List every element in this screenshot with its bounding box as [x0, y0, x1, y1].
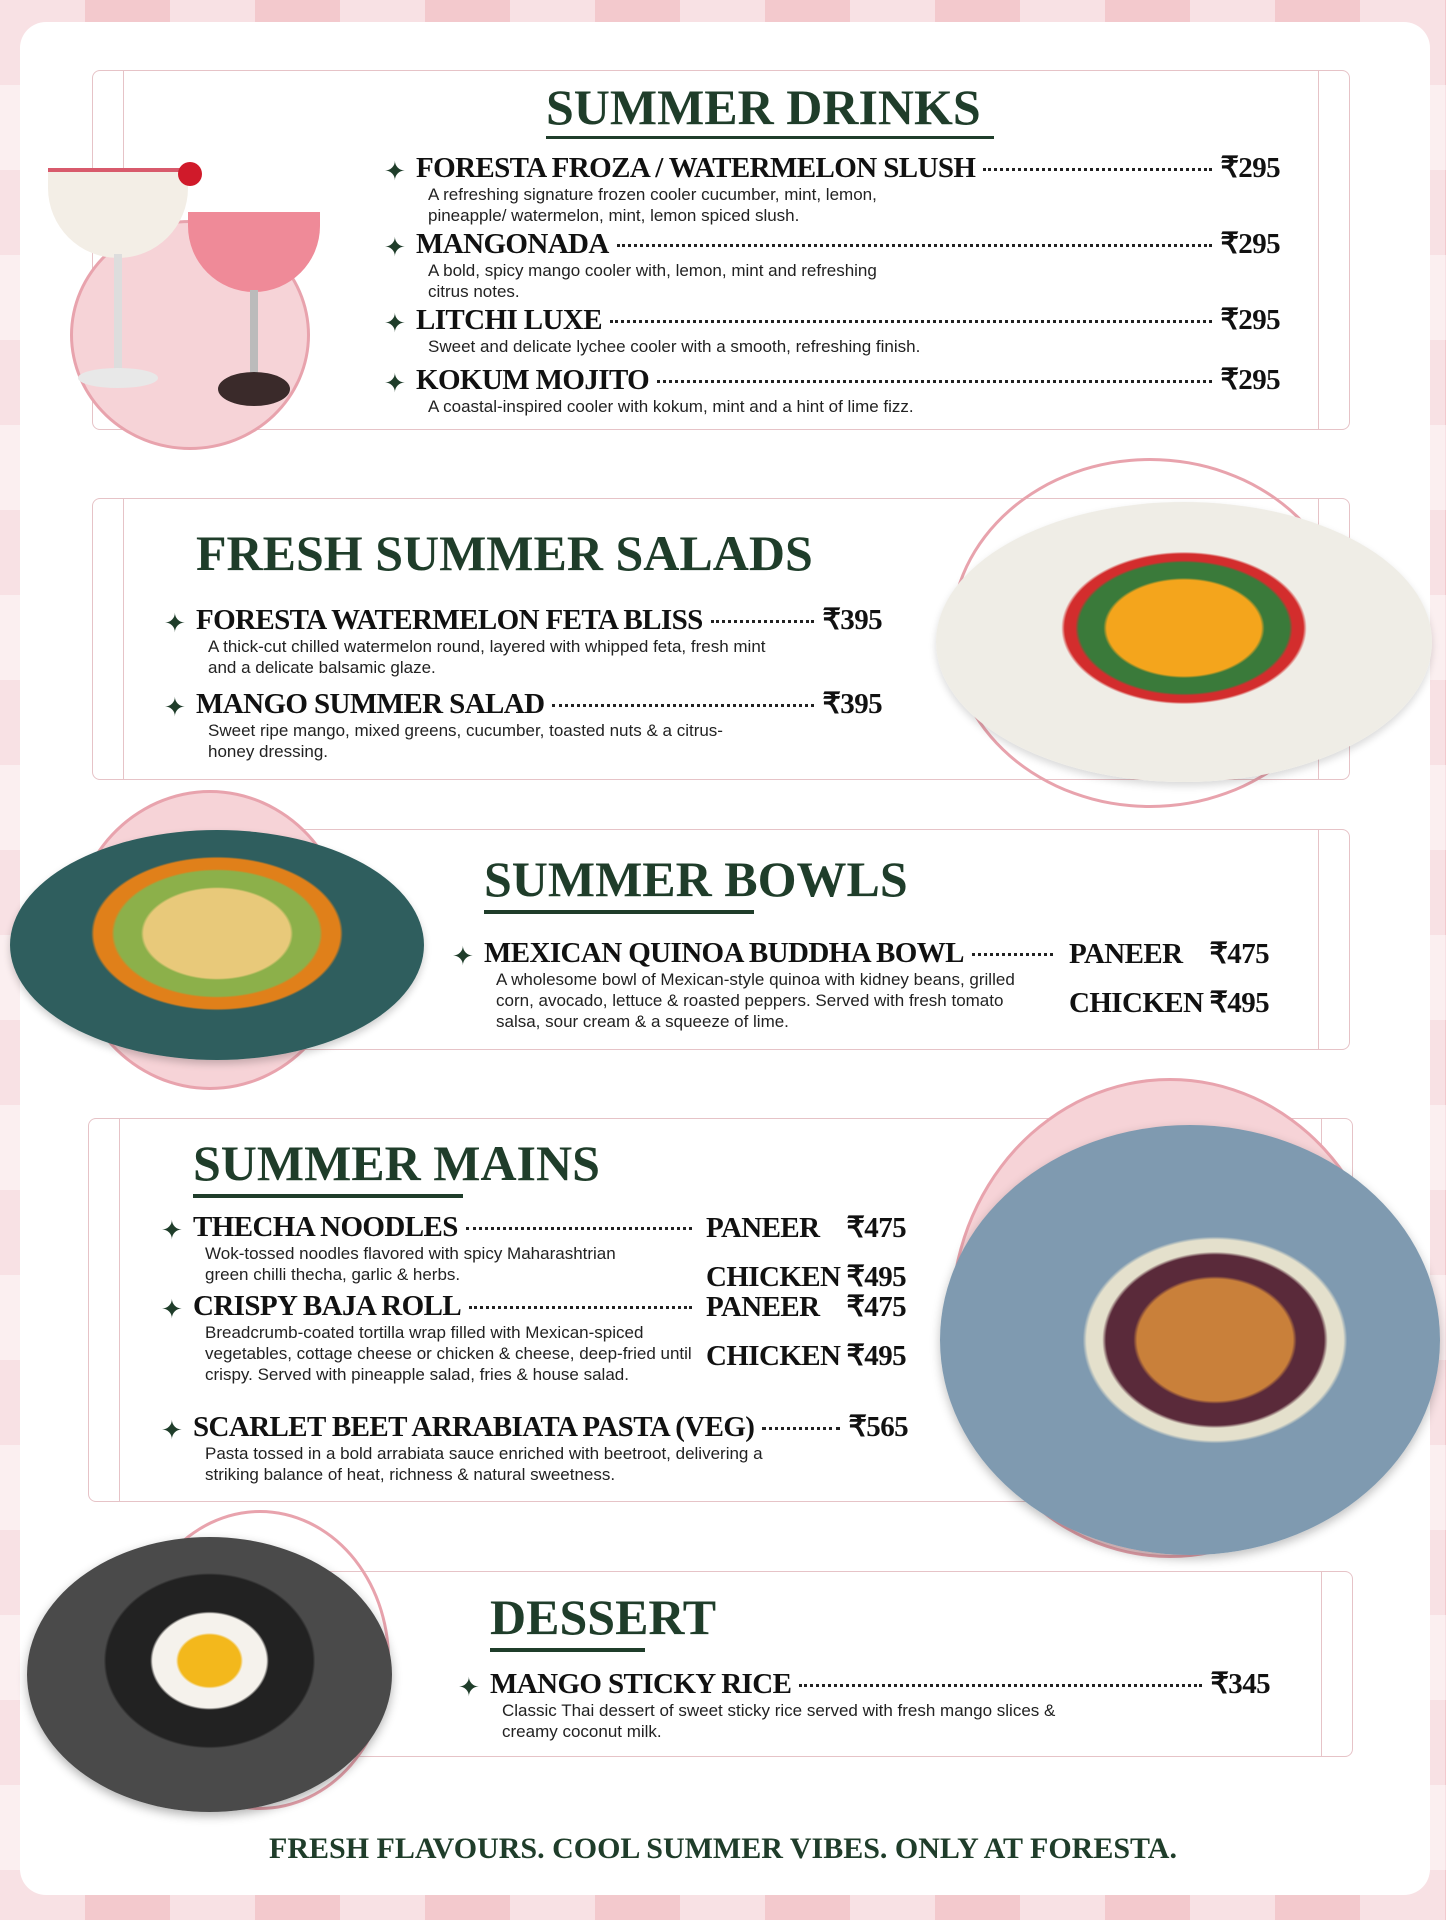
dot-leader	[799, 1684, 1202, 1687]
menu-item	[384, 304, 1280, 357]
menu-item	[164, 688, 882, 762]
item-name: THECHA NOODLES	[193, 1211, 458, 1243]
dot-leader	[466, 1227, 692, 1230]
star-icon: ✦	[164, 692, 186, 722]
item-name: FORESTA WATERMELON FETA BLISS	[196, 604, 703, 636]
bowls-title-underline	[484, 910, 754, 914]
star-icon: ✦	[452, 941, 474, 971]
star-icon: ✦	[164, 608, 186, 638]
variant-label: PANEER	[706, 1291, 820, 1323]
item-name: MANGO STICKY RICE	[490, 1668, 792, 1700]
menu-item	[161, 1411, 908, 1485]
mains-title-underline	[193, 1194, 463, 1198]
dot-leader	[972, 953, 1053, 956]
star-icon: ✦	[161, 1415, 183, 1445]
menu-item	[164, 604, 882, 678]
item-description: Classic Thai dessert of sweet sticky rice served with fresh mango slices & creamy coconut milk.	[502, 1701, 1056, 1741]
item-name: CRISPY BAJA ROLL	[193, 1290, 462, 1322]
variant-label: CHICKEN	[706, 1340, 841, 1372]
item-price: ₹395	[822, 688, 882, 720]
star-icon: ✦	[384, 156, 406, 186]
variant-price: ₹475	[846, 1291, 906, 1323]
star-icon: ✦	[161, 1215, 183, 1245]
dessert-plate-image	[27, 1537, 392, 1812]
item-price: ₹295	[1220, 228, 1280, 260]
item-description: Wok-tossed noodles flavored with spicy Maharashtrian green chilli thecha, garlic & herbs.	[205, 1244, 616, 1284]
variant-price: ₹495	[846, 1340, 906, 1372]
footer-tagline: FRESH FLAVOURS. COOL SUMMER VIBES. ONLY AT FORESTA.	[269, 1832, 1177, 1865]
variant-label: CHICKEN	[706, 1261, 841, 1293]
watermelon-glass-image	[188, 212, 320, 412]
item-description: Sweet and delicate lychee cooler with a smooth, refreshing finish.	[428, 337, 921, 356]
price-variants	[1069, 940, 1269, 1038]
item-description: A bold, spicy mango cooler with, lemon, mint and refreshing citrus notes.	[428, 261, 877, 301]
variant-label: PANEER	[1069, 938, 1183, 970]
dot-leader	[469, 1306, 692, 1309]
item-name: MEXICAN QUINOA BUDDHA BOWL	[484, 937, 964, 969]
menu-item	[161, 1211, 692, 1285]
item-name: MANGO SUMMER SALAD	[196, 688, 545, 720]
menu-item	[384, 228, 1280, 302]
dessert-title-underline	[490, 1648, 645, 1652]
dessert-title: DESSERT	[490, 1589, 717, 1645]
item-price: ₹565	[848, 1411, 908, 1443]
star-icon: ✦	[384, 232, 406, 262]
dot-leader	[762, 1427, 840, 1430]
star-icon: ✦	[384, 308, 406, 338]
star-icon: ✦	[384, 368, 406, 398]
menu-item	[384, 364, 1280, 417]
item-description: A wholesome bowl of Mexican-style quinoa with kidney beans, grilled corn, avocado, lettuce & roasted peppers. Served with fresh tomato salsa, sour cream & a squeeze of lime.	[496, 970, 1015, 1031]
variant-price: ₹475	[1209, 938, 1269, 970]
price-variants	[706, 1293, 906, 1391]
item-description: Sweet ripe mango, mixed greens, cucumber, toasted nuts & a citrus-honey dressing.	[208, 721, 723, 761]
variant-price: ₹495	[1209, 987, 1269, 1019]
bowl-image	[10, 830, 424, 1060]
drinks-title: SUMMER DRINKS	[546, 79, 981, 135]
variant-label: CHICKEN	[1069, 987, 1204, 1019]
dot-leader	[552, 704, 814, 707]
item-price: ₹295	[1220, 364, 1280, 396]
star-icon: ✦	[161, 1294, 183, 1324]
dot-leader	[657, 380, 1212, 383]
dot-leader	[617, 244, 1213, 247]
menu-item	[161, 1290, 692, 1385]
item-price: ₹295	[1220, 304, 1280, 336]
item-description: A coastal-inspired cooler with kokum, mint and a hint of lime fizz.	[428, 397, 914, 416]
variant-label: PANEER	[706, 1212, 820, 1244]
menu-item	[458, 1668, 1270, 1742]
mains-title: SUMMER MAINS	[193, 1135, 600, 1191]
variant-price: ₹495	[846, 1261, 906, 1293]
drinks-title-underline	[546, 136, 994, 139]
menu-item	[452, 937, 1053, 1032]
dot-leader	[983, 168, 1212, 171]
item-description: A thick-cut chilled watermelon round, layered with whipped feta, fresh mint and a delicate balsamic glaze.	[208, 637, 766, 677]
item-price: ₹345	[1210, 1668, 1270, 1700]
item-description: Breadcrumb-coated tortilla wrap filled with Mexican-spiced vegetables, cottage cheese or chicken & cheese, deep-fried until crispy. Served with pineapple salad, fries & house salad.	[205, 1323, 692, 1384]
item-name: MANGONADA	[416, 228, 609, 260]
martini-glass-image	[48, 168, 188, 418]
dot-leader	[610, 320, 1212, 323]
salad-plate-image	[936, 502, 1432, 782]
star-icon: ✦	[458, 1672, 480, 1702]
mains-plate-image	[940, 1125, 1440, 1555]
item-name: KOKUM MOJITO	[416, 364, 650, 396]
item-name: FORESTA FROZA / WATERMELON SLUSH	[416, 152, 976, 184]
salads-title: FRESH SUMMER SALADS	[196, 525, 813, 581]
menu-item	[384, 152, 1280, 226]
item-description: A refreshing signature frozen cooler cucumber, mint, lemon, pineapple/ watermelon, mint, lemon spiced slush.	[428, 185, 877, 225]
bowls-title: SUMMER BOWLS	[484, 851, 908, 907]
item-price: ₹295	[1220, 152, 1280, 184]
variant-price: ₹475	[846, 1212, 906, 1244]
item-name: LITCHI LUXE	[416, 304, 602, 336]
item-description: Pasta tossed in a bold arrabiata sauce enriched with beetroot, delivering a striking balance of heat, richness & natural sweetness.	[205, 1444, 763, 1484]
item-price: ₹395	[822, 604, 882, 636]
dot-leader	[711, 620, 815, 623]
item-name: SCARLET BEET ARRABIATA PASTA (VEG)	[193, 1411, 755, 1443]
